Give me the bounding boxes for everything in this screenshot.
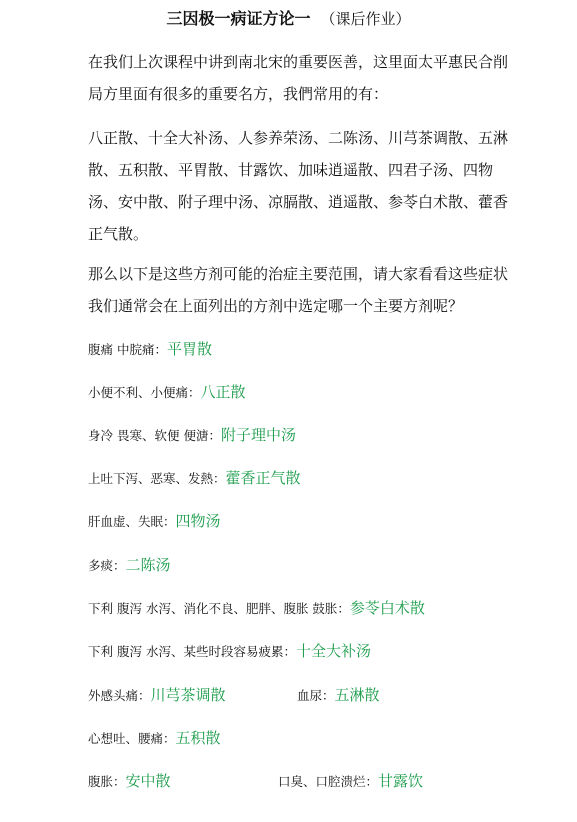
symptom-text: 下利 腹泻 水泻、消化不良、肥胖、腹胀 鼓胀： [88,601,350,616]
title-main: 三因极一病证方论一 [166,9,311,28]
answer-text: 附子理中汤 [220,426,296,444]
answer-text: 川芎茶调散 [150,686,226,704]
symptom-text: 血尿： [297,688,335,703]
title-subtitle: （课后作业） [320,10,411,28]
answer-text: 平胃散 [166,340,212,358]
answer-text: 甘露饮 [378,772,424,790]
symptom-text: 腹胀： [88,774,126,789]
symptom-text: 口臭、口腔溃烂： [278,774,379,789]
answer-text: 五淋散 [334,686,380,704]
answer-text: 藿香正气散 [225,469,301,487]
formula-list-paragraph: 八正散、十全大补汤、人参养荣汤、二陈汤、川芎茶调散、五淋散、五积散、平胃散、甘露饮、加味逍遥散、四君子汤、四物汤、安中散、附子理中汤、凉膈散、逍遥散、参苓白术散、藿香正气散。 [88,129,509,243]
qa-item [88,380,246,404]
answer-text: 十全大补汤 [295,642,371,660]
symptom-text: 肝血虚、失眠： [88,514,176,529]
qa-item [88,466,301,490]
answer-text: 二陈汤 [125,556,171,574]
intro-paragraph: 在我们上次课程中讲到南北宋的重要医善，这里面太平惠民合削局方里面有很多的重要名方，我們常用的有： [88,53,509,103]
symptom-text: 下利 腹泻 水泻、某些时段容易疲累： [88,644,296,659]
document-title [0,8,577,30]
qa-item [88,596,425,620]
symptom-text: 多痰： [88,558,126,573]
answer-text: 安中散 [125,772,171,790]
symptom-text: 腹痛 中脘痛： [88,342,167,357]
qa-item [278,769,423,793]
qa-item [88,509,221,533]
qa-item [88,726,221,750]
qa-item [88,423,296,447]
symptom-text: 外感头痛： [88,688,151,703]
answer-text: 八正散 [200,383,246,401]
answer-text: 四物汤 [175,512,221,530]
qa-item [88,553,171,577]
symptom-text: 身冷 畏寒、软便 便溏： [88,428,221,443]
qa-item [88,639,371,663]
qa-item [88,683,226,707]
qa-item [88,337,212,361]
qa-item [88,769,171,793]
question-paragraph: 那么以下是这些方剂可能的治症主要范围，请大家看看这些症状我们通常会在上面列出的方剂中选定哪一个主要方剂呢？ [88,265,509,315]
symptom-text: 小便不利、小便痛： [88,385,201,400]
answer-text: 参苓白术散 [349,599,425,617]
qa-item [297,683,380,707]
symptom-text: 心想吐、腰痛： [88,731,176,746]
answer-text: 五积散 [175,729,221,747]
symptom-text: 上吐下泻、恶寒、发熱： [88,471,226,486]
